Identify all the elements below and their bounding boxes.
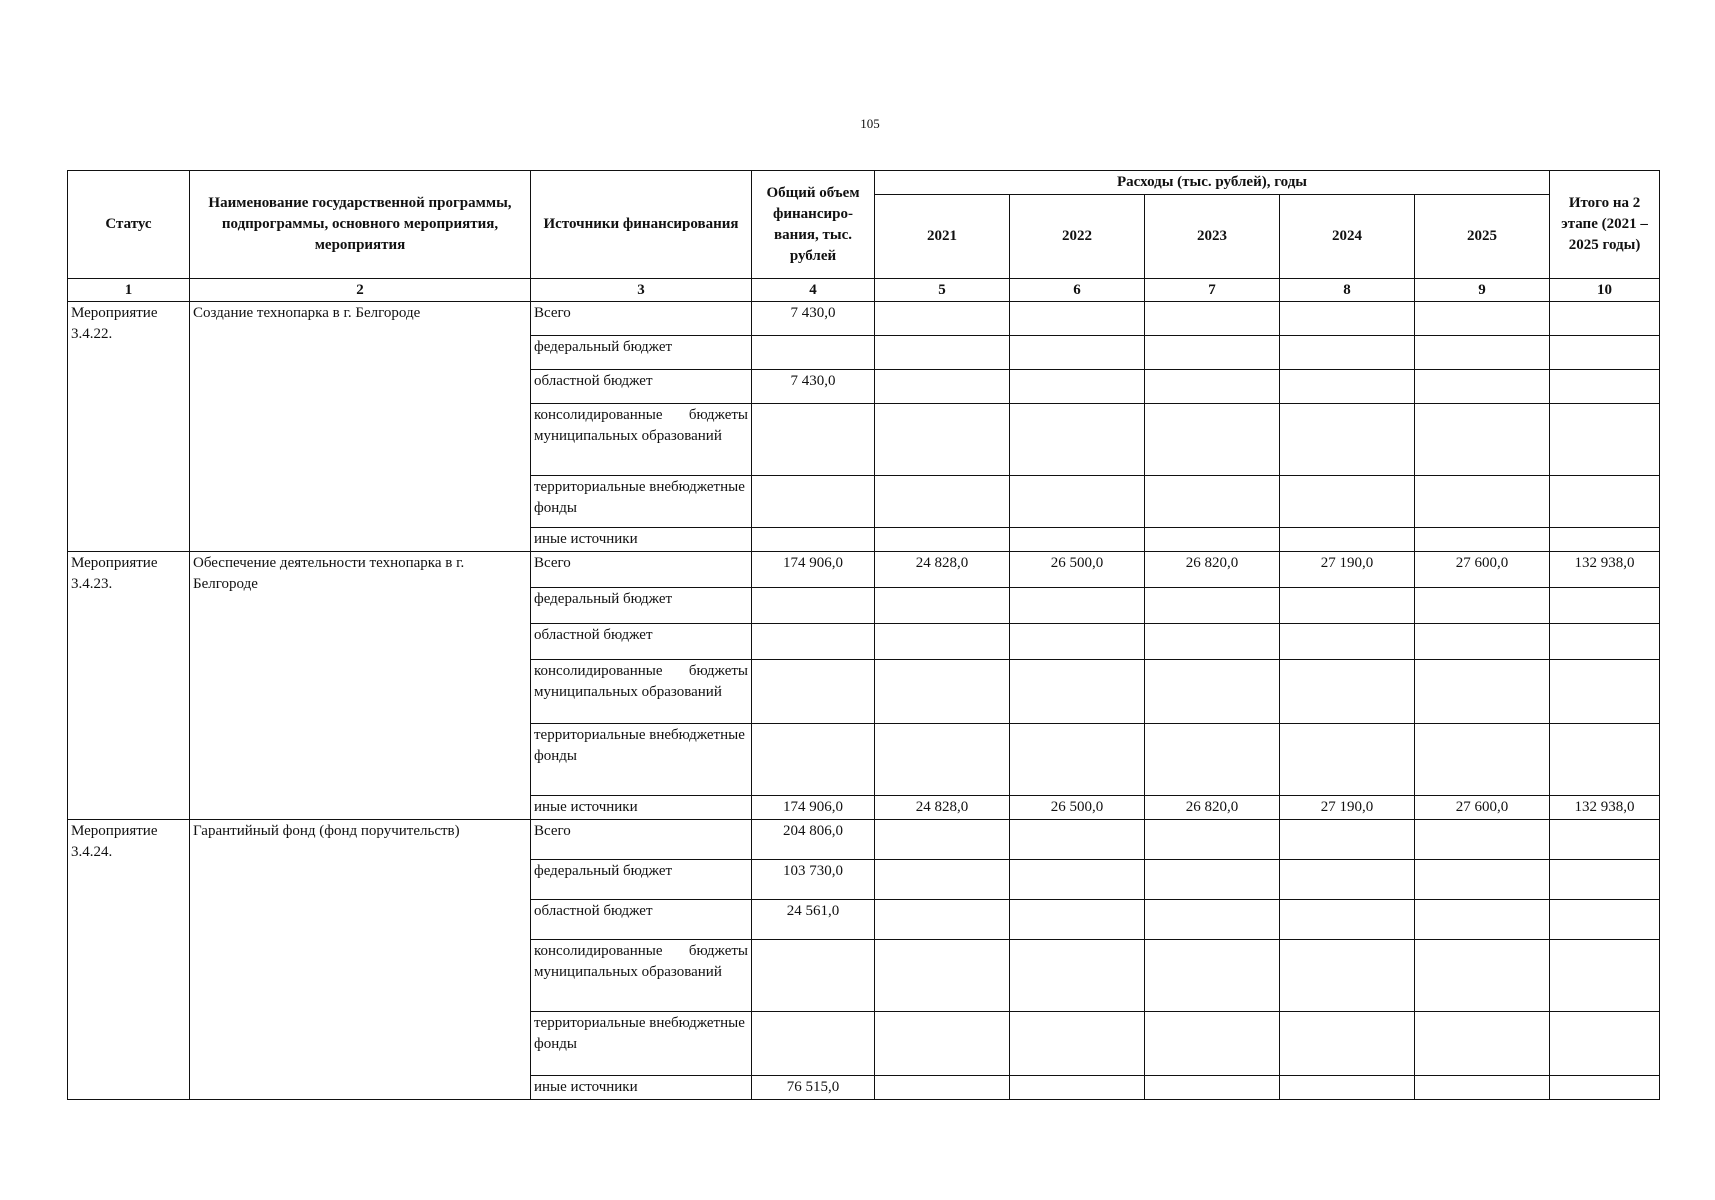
total-volume-cell (752, 476, 875, 528)
year-2025-cell (1415, 528, 1550, 552)
year-2021-cell (875, 528, 1010, 552)
header-row-top (68, 171, 1660, 195)
total-volume-cell (752, 1012, 875, 1076)
year-2023-cell (1145, 660, 1280, 724)
total-volume-cell (752, 588, 875, 624)
header-status: Статус (68, 171, 190, 279)
year-2023-cell (1145, 588, 1280, 624)
column-number: 6 (1010, 279, 1145, 302)
stage-total-cell (1550, 370, 1660, 404)
year-2022-cell (1010, 860, 1145, 900)
measure-name: Обеспечение деятельности технопарка в г. Белгороде (190, 552, 531, 820)
measure-status: Мероприятие 3.4.23. (68, 552, 190, 820)
year-2023-cell: 26 820,0 (1145, 796, 1280, 820)
header-sources: Источники финансирования (531, 171, 752, 279)
year-2022-cell (1010, 660, 1145, 724)
stage-total-cell (1550, 1076, 1660, 1100)
total-volume-cell: 204 806,0 (752, 820, 875, 860)
header-total-volume: Общий объем финансиро-вания, тыс. рублей (752, 171, 875, 279)
year-2023-cell (1145, 404, 1280, 476)
header-year-2025: 2025 (1415, 195, 1550, 279)
year-2021-cell (875, 302, 1010, 336)
year-2024-cell (1280, 528, 1415, 552)
year-2024-cell: 27 190,0 (1280, 552, 1415, 588)
year-2025-cell (1415, 660, 1550, 724)
column-number: 1 (68, 279, 190, 302)
year-2025-cell (1415, 404, 1550, 476)
year-2023-cell (1145, 860, 1280, 900)
funding-source: областной бюджет (531, 900, 752, 940)
year-2024-cell (1280, 404, 1415, 476)
year-2024-cell (1280, 900, 1415, 940)
stage-total-cell: 132 938,0 (1550, 796, 1660, 820)
year-2023-cell (1145, 724, 1280, 796)
year-2024-cell (1280, 370, 1415, 404)
total-volume-cell: 103 730,0 (752, 860, 875, 900)
header-expenses-group: Расходы (тыс. рублей), годы (875, 171, 1550, 195)
year-2022-cell (1010, 820, 1145, 860)
year-2024-cell (1280, 860, 1415, 900)
year-2022-cell: 26 500,0 (1010, 552, 1145, 588)
year-2024-cell (1280, 820, 1415, 860)
funding-source: иные источники (531, 1076, 752, 1100)
year-2021-cell (875, 660, 1010, 724)
year-2022-cell (1010, 370, 1145, 404)
year-2022-cell (1010, 404, 1145, 476)
year-2022-cell: 26 500,0 (1010, 796, 1145, 820)
total-volume-cell (752, 336, 875, 370)
funding-source: областной бюджет (531, 624, 752, 660)
stage-total-cell (1550, 588, 1660, 624)
column-number: 10 (1550, 279, 1660, 302)
funding-source: консолидированные бюджеты муниципальных образований (531, 404, 752, 476)
stage-total-cell (1550, 860, 1660, 900)
year-2023-cell (1145, 336, 1280, 370)
stage-total-cell (1550, 1012, 1660, 1076)
year-2024-cell (1280, 940, 1415, 1012)
year-2023-cell (1145, 476, 1280, 528)
year-2025-cell (1415, 1076, 1550, 1100)
year-2025-cell: 27 600,0 (1415, 796, 1550, 820)
year-2024-cell (1280, 724, 1415, 796)
year-2024-cell (1280, 476, 1415, 528)
year-2021-cell: 24 828,0 (875, 796, 1010, 820)
year-2022-cell (1010, 302, 1145, 336)
year-2021-cell (875, 336, 1010, 370)
column-number: 9 (1415, 279, 1550, 302)
year-2022-cell (1010, 900, 1145, 940)
year-2023-cell (1145, 302, 1280, 336)
year-2021-cell (875, 900, 1010, 940)
total-volume-cell: 7 430,0 (752, 370, 875, 404)
year-2021-cell (875, 588, 1010, 624)
year-2024-cell (1280, 1012, 1415, 1076)
funding-source: федеральный бюджет (531, 336, 752, 370)
year-2025-cell (1415, 724, 1550, 796)
year-2022-cell (1010, 1012, 1145, 1076)
year-2023-cell (1145, 1076, 1280, 1100)
year-2025-cell (1415, 940, 1550, 1012)
measure-status: Мероприятие 3.4.22. (68, 302, 190, 552)
stage-total-cell (1550, 660, 1660, 724)
stage-total-cell (1550, 820, 1660, 860)
column-numbers-row (68, 279, 1660, 302)
header-year-2023: 2023 (1145, 195, 1280, 279)
stage-total-cell (1550, 940, 1660, 1012)
page-number: 105 (860, 116, 880, 131)
financing-table (67, 170, 1660, 1100)
funding-source: федеральный бюджет (531, 860, 752, 900)
funding-source: консолидированные бюджеты муниципальных образований (531, 660, 752, 724)
total-volume-cell: 174 906,0 (752, 796, 875, 820)
funding-source: иные источники (531, 796, 752, 820)
column-number: 8 (1280, 279, 1415, 302)
stage-total-cell (1550, 404, 1660, 476)
year-2023-cell (1145, 900, 1280, 940)
year-2024-cell (1280, 660, 1415, 724)
year-2022-cell (1010, 336, 1145, 370)
year-2025-cell (1415, 336, 1550, 370)
year-2021-cell (875, 476, 1010, 528)
total-volume-cell (752, 404, 875, 476)
year-2023-cell (1145, 528, 1280, 552)
year-2024-cell (1280, 624, 1415, 660)
year-2021-cell: 24 828,0 (875, 552, 1010, 588)
year-2021-cell (875, 724, 1010, 796)
year-2025-cell (1415, 900, 1550, 940)
year-2022-cell (1010, 940, 1145, 1012)
stage-total-cell (1550, 900, 1660, 940)
total-volume-cell: 24 561,0 (752, 900, 875, 940)
year-2022-cell (1010, 588, 1145, 624)
column-number: 4 (752, 279, 875, 302)
column-number: 3 (531, 279, 752, 302)
stage-total-cell: 132 938,0 (1550, 552, 1660, 588)
year-2022-cell (1010, 476, 1145, 528)
year-2021-cell (875, 940, 1010, 1012)
year-2024-cell (1280, 1076, 1415, 1100)
year-2023-cell (1145, 1012, 1280, 1076)
funding-source: областной бюджет (531, 370, 752, 404)
total-volume-cell (752, 528, 875, 552)
total-volume-cell: 7 430,0 (752, 302, 875, 336)
funding-source: территориальные внебюджетные фонды (531, 724, 752, 796)
year-2025-cell (1415, 820, 1550, 860)
year-2025-cell (1415, 1012, 1550, 1076)
funding-source: территориальные внебюджетные фонды (531, 476, 752, 528)
stage-total-cell (1550, 724, 1660, 796)
year-2021-cell (875, 1076, 1010, 1100)
year-2025-cell (1415, 302, 1550, 336)
header-name: Наименование государственной программы, подпрограммы, основного мероприятия, мероприятия (190, 171, 531, 279)
measure-name: Создание технопарка в г. Белгороде (190, 302, 531, 552)
year-2021-cell (875, 820, 1010, 860)
year-2024-cell: 27 190,0 (1280, 796, 1415, 820)
year-2021-cell (875, 624, 1010, 660)
year-2024-cell (1280, 588, 1415, 624)
table-row (68, 820, 1660, 860)
year-2025-cell (1415, 476, 1550, 528)
year-2024-cell (1280, 302, 1415, 336)
year-2023-cell (1145, 940, 1280, 1012)
stage-total-cell (1550, 624, 1660, 660)
header-year-2021: 2021 (875, 195, 1010, 279)
funding-source: территориальные внебюджетные фонды (531, 1012, 752, 1076)
funding-source: Всего (531, 552, 752, 588)
year-2025-cell (1415, 370, 1550, 404)
measure-name: Гарантийный фонд (фонд поручительств) (190, 820, 531, 1100)
year-2022-cell (1010, 624, 1145, 660)
year-2023-cell (1145, 820, 1280, 860)
measure-status: Мероприятие 3.4.24. (68, 820, 190, 1100)
year-2023-cell (1145, 624, 1280, 660)
year-2023-cell: 26 820,0 (1145, 552, 1280, 588)
year-2021-cell (875, 1012, 1010, 1076)
year-2022-cell (1010, 528, 1145, 552)
header-year-2024: 2024 (1280, 195, 1415, 279)
year-2024-cell (1280, 336, 1415, 370)
column-number: 5 (875, 279, 1010, 302)
funding-source: Всего (531, 302, 752, 336)
total-volume-cell (752, 660, 875, 724)
total-volume-cell (752, 624, 875, 660)
year-2022-cell (1010, 1076, 1145, 1100)
total-volume-cell: 174 906,0 (752, 552, 875, 588)
header-year-2022: 2022 (1010, 195, 1145, 279)
funding-source: консолидированные бюджеты муниципальных образований (531, 940, 752, 1012)
column-number: 7 (1145, 279, 1280, 302)
year-2023-cell (1145, 370, 1280, 404)
year-2021-cell (875, 860, 1010, 900)
stage-total-cell (1550, 336, 1660, 370)
stage-total-cell (1550, 302, 1660, 336)
funding-source: федеральный бюджет (531, 588, 752, 624)
table-row (68, 552, 1660, 588)
year-2025-cell: 27 600,0 (1415, 552, 1550, 588)
year-2025-cell (1415, 624, 1550, 660)
funding-source: Всего (531, 820, 752, 860)
total-volume-cell: 76 515,0 (752, 1076, 875, 1100)
total-volume-cell (752, 940, 875, 1012)
year-2021-cell (875, 404, 1010, 476)
stage-total-cell (1550, 528, 1660, 552)
stage-total-cell (1550, 476, 1660, 528)
year-2025-cell (1415, 860, 1550, 900)
table-row (68, 302, 1660, 336)
header-stage-total: Итого на 2 этапе (2021 – 2025 годы) (1550, 171, 1660, 279)
year-2025-cell (1415, 588, 1550, 624)
funding-source: иные источники (531, 528, 752, 552)
column-number: 2 (190, 279, 531, 302)
year-2022-cell (1010, 724, 1145, 796)
year-2021-cell (875, 370, 1010, 404)
total-volume-cell (752, 724, 875, 796)
